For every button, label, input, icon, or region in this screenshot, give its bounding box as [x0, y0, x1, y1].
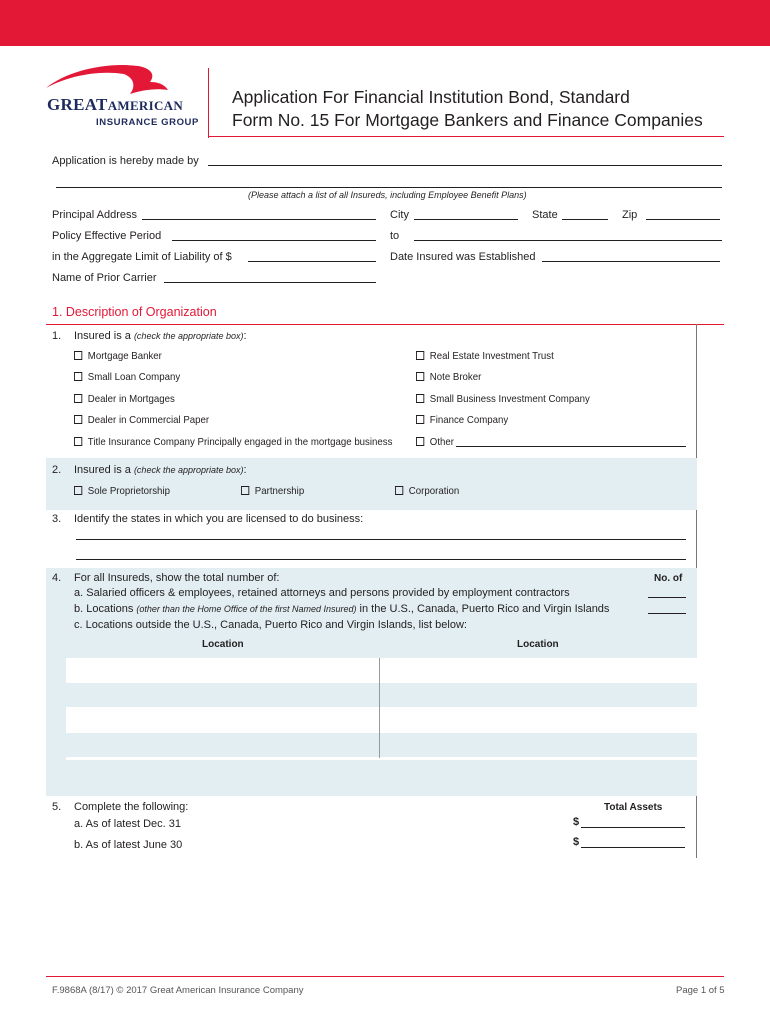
form-title: [232, 86, 703, 132]
q5a-label: a. As of latest Dec. 31: [74, 818, 182, 830]
state-label: State: [532, 209, 558, 221]
location-row-band-1: [66, 683, 697, 707]
q2-hint: (check the appropriate box): [133, 465, 244, 475]
q4b-label: [74, 603, 609, 615]
aggregate-limit-field[interactable]: [248, 261, 376, 262]
option-label: Small Loan Company: [87, 371, 181, 383]
prior-carrier-field[interactable]: [164, 282, 376, 283]
option-label: Other: [429, 436, 454, 448]
option-mortgage-banker[interactable]: [74, 350, 162, 362]
option-sbic[interactable]: [416, 393, 590, 405]
checkbox[interactable]: [395, 486, 403, 495]
location-cell[interactable]: [66, 658, 379, 683]
q1-label: Insured is a: [74, 330, 131, 342]
option-label: Title Insurance Company Principally engaged in the mortgage business: [87, 436, 393, 448]
form-title-line1: Application For Financial Institution Bond, Standard: [232, 87, 630, 107]
principal-address-field[interactable]: [142, 219, 376, 220]
q2-colon: :: [243, 464, 247, 476]
q1-colon: :: [243, 330, 247, 342]
prior-carrier-label: Name of Prior Carrier: [52, 272, 157, 284]
checkbox[interactable]: [74, 372, 82, 381]
other-specify-field[interactable]: [456, 446, 686, 447]
q3-number: 3.: [52, 513, 62, 525]
q4b-post: in the U.S., Canada, Puerto Rico and Virgin Islands: [356, 603, 610, 615]
aggregate-limit-label: in the Aggregate Limit of Liability of $: [52, 251, 232, 263]
date-established-label: Date Insured was Established: [390, 251, 536, 263]
option-label: Real Estate Investment Trust: [429, 350, 554, 362]
option-label: Mortgage Banker: [87, 350, 162, 362]
option-label: Note Broker: [429, 371, 482, 383]
section-1-title: 1. Description of Organization: [52, 305, 217, 319]
checkbox[interactable]: [74, 394, 82, 403]
q1-number: 1.: [52, 330, 62, 342]
location-cell[interactable]: [380, 658, 697, 683]
checkbox[interactable]: [74, 486, 82, 495]
option-small-loan-company[interactable]: [74, 371, 180, 383]
location-cell[interactable]: [66, 708, 379, 733]
option-label: Sole Proprietorship: [87, 485, 170, 497]
policy-period-to-field[interactable]: [414, 240, 722, 241]
applicant-name-field[interactable]: [208, 165, 722, 166]
option-reit[interactable]: [416, 350, 554, 362]
q5b-label: b. As of latest June 30: [74, 839, 183, 851]
zip-label: Zip: [622, 209, 638, 221]
no-of-header: No. of: [654, 573, 683, 584]
licensed-states-field-1[interactable]: [76, 539, 686, 540]
logo-subtitle: INSURANCE GROUP: [96, 117, 199, 128]
logo-great: GREAT: [47, 95, 108, 114]
state-field[interactable]: [562, 219, 608, 220]
zip-field[interactable]: [646, 219, 720, 220]
option-label: Small Business Investment Company: [429, 393, 590, 405]
option-label: Dealer in Commercial Paper: [87, 414, 210, 426]
location-col1-header: Location: [202, 639, 244, 650]
checkbox[interactable]: [74, 437, 82, 446]
footer-page-number: Page 1 of 5: [676, 985, 725, 996]
q4c-label: c. Locations outside the U.S., Canada, Puerto Rico and Virgin Islands, list below:: [74, 619, 467, 631]
option-dealer-in-mortgages[interactable]: [74, 393, 175, 405]
header-divider: [208, 68, 209, 138]
footer-form-id: F.9868A (8/17) © 2017 Great American Insurance Company: [52, 985, 304, 996]
option-note-broker[interactable]: [416, 371, 481, 383]
to-label: to: [390, 230, 400, 242]
q2-number: 2.: [52, 464, 62, 476]
licensed-states-field-2[interactable]: [76, 559, 686, 560]
option-dealer-commercial-paper[interactable]: [74, 414, 209, 426]
q1-hint: (check the appropriate box): [133, 331, 244, 341]
attach-note: (Please attach a list of all Insureds, including Employee Benefit Plans): [248, 190, 527, 200]
location-column-divider: [379, 658, 380, 758]
q4a-count-field[interactable]: [648, 597, 686, 598]
option-label: Corporation: [408, 485, 460, 497]
date-established-field[interactable]: [542, 261, 720, 262]
policy-period-from-field[interactable]: [172, 240, 376, 241]
checkbox[interactable]: [74, 351, 82, 360]
option-finance-company[interactable]: [416, 414, 508, 426]
option-sole-proprietorship[interactable]: [74, 485, 170, 497]
principal-address-label: Principal Address: [52, 209, 137, 221]
q4-number: 4.: [52, 572, 62, 584]
option-label: Dealer in Mortgages: [87, 393, 175, 405]
option-title-insurance[interactable]: [74, 436, 392, 448]
option-label: Partnership: [254, 485, 305, 497]
total-assets-header: Total Assets: [604, 802, 663, 813]
footer-rule: [46, 976, 724, 977]
q5-number: 5.: [52, 801, 62, 813]
option-label: Finance Company: [429, 414, 509, 426]
location-col2-header: Location: [517, 639, 559, 650]
logo-american: AMERICAN: [107, 98, 184, 113]
option-corporation[interactable]: [395, 485, 459, 497]
q3-label: Identify the states in which you are licensed to do business:: [74, 513, 364, 525]
application-made-by-label: Application is hereby made by: [52, 155, 199, 167]
checkbox[interactable]: [416, 351, 424, 360]
checkbox[interactable]: [74, 415, 82, 424]
policy-period-label: Policy Effective Period: [52, 230, 162, 242]
q5b-dollar: $: [573, 836, 580, 848]
checkbox[interactable]: [416, 372, 424, 381]
q5a-dollar: $: [573, 816, 580, 828]
location-row-band-2: [66, 733, 697, 757]
q4b-count-field[interactable]: [648, 613, 686, 614]
q5b-total-assets-field[interactable]: [581, 847, 685, 848]
q2-label: Insured is a: [74, 464, 131, 476]
location-header-row: [66, 634, 697, 658]
logo-wordmark: [47, 95, 183, 115]
city-field[interactable]: [414, 219, 518, 220]
applicant-name-field-2[interactable]: [56, 187, 722, 188]
location-cell[interactable]: [380, 708, 697, 733]
q4b-hint: (other than the Home Office of the first Named Insured): [136, 604, 357, 614]
q2-question: [74, 464, 247, 476]
city-label: City: [390, 209, 409, 221]
top-brand-bar: [0, 0, 770, 46]
q4-label: For all Insureds, show the total number of:: [74, 572, 280, 584]
option-partnership[interactable]: [241, 485, 304, 497]
form-title-line2: Form No. 15 For Mortgage Bankers and Finance Companies: [232, 110, 703, 130]
option-other[interactable]: [416, 436, 454, 448]
title-rule: [208, 136, 724, 137]
q1-question: [74, 330, 247, 342]
checkbox[interactable]: [416, 415, 424, 424]
q5a-total-assets-field[interactable]: [581, 827, 685, 828]
q4a-label: a. Salaried officers & employees, retained attorneys and persons provided by employment contractors: [74, 587, 570, 599]
q5-label: Complete the following:: [74, 801, 189, 813]
q4b-pre: b. Locations: [74, 603, 137, 615]
checkbox[interactable]: [241, 486, 249, 495]
checkbox[interactable]: [416, 437, 424, 446]
checkbox[interactable]: [416, 394, 424, 403]
